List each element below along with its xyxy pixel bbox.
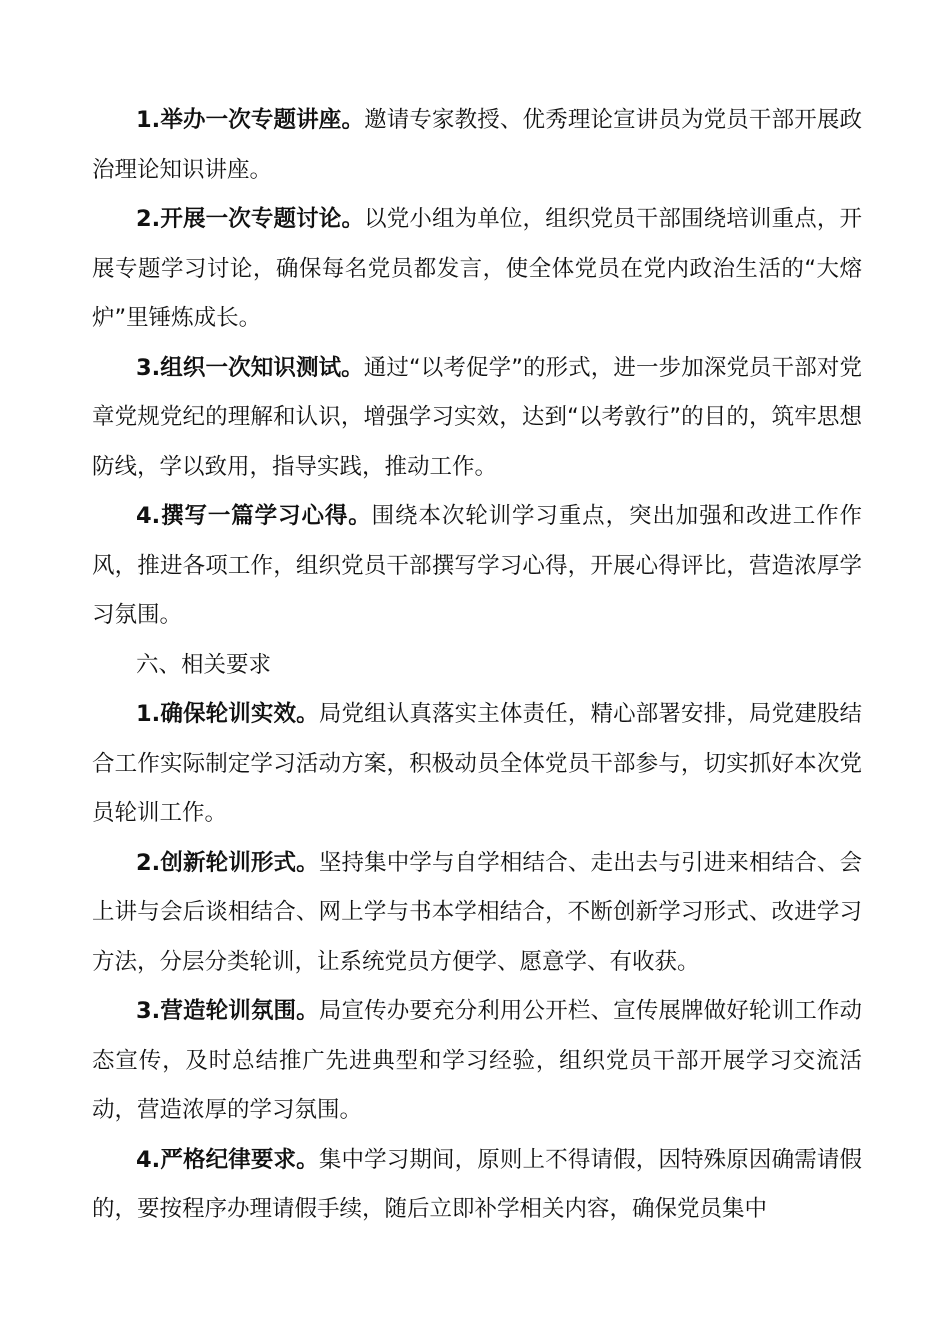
paragraph-discussion bbox=[92, 195, 862, 344]
section-heading: 六、相关要求 bbox=[136, 651, 272, 678]
paragraph-lead: 1.确保轮训实效。 bbox=[136, 701, 319, 727]
paragraph-body: 邀请专家教授、优秀理论宣讲员为党员干部开展政治理论知识讲座。 bbox=[92, 107, 862, 183]
paragraph-ensure-results bbox=[92, 690, 862, 839]
paragraph-lecture bbox=[92, 96, 862, 195]
paragraph-innovate-format bbox=[92, 839, 862, 988]
paragraph-lead: 3.营造轮训氛围。 bbox=[136, 998, 319, 1024]
paragraph-body: 以党小组为单位，组织党员干部围绕培训重点，开展专题学习讨论，确保每名党员都发言，使全体党员在党内政治生活的“大熔炉”里锤炼成长。 bbox=[92, 206, 862, 331]
paragraph-create-atmosphere bbox=[92, 987, 862, 1136]
paragraph-body: 集中学习期间，原则上不得请假，因特殊原因确需请假的，要按程序办理请假手续，随后立即补学相关内容，确保党员集中 bbox=[92, 1146, 862, 1222]
paragraph-lead: 2.创新轮训形式。 bbox=[136, 849, 319, 876]
paragraph-body: 局党组认真落实主体责任，精心部署安排，局党建股结合工作实际制定学习活动方案，积极动员全体党员干部参与，切实抓好本次党员轮训工作。 bbox=[92, 701, 862, 826]
paragraph-knowledge-test bbox=[92, 344, 862, 493]
document-page bbox=[92, 96, 862, 1235]
paragraph-study-notes bbox=[92, 492, 862, 641]
paragraph-lead: 3.组织一次知识测试。 bbox=[136, 354, 364, 381]
paragraph-lead: 2.开展一次专题讨论。 bbox=[136, 206, 365, 232]
paragraph-body: 围绕本次轮训学习重点，突出加强和改进工作作风，推进各项工作，组织党员干部撰写学习心得，开展心得评比，营造浓厚学习氛围。 bbox=[92, 503, 862, 628]
paragraph-body: 局宣传办要充分利用公开栏、宣传展牌做好轮训工作动态宣传，及时总结推广先进典型和学习经验，组织党员干部开展学习交流活动，营造浓厚的学习氛围。 bbox=[92, 998, 862, 1123]
paragraph-body: 通过“以考促学”的形式，进一步加深党员干部对党章党规党纪的理解和认识，增强学习实效，达到“以考敦行”的目的，筑牢思想防线，学以致用，指导实践，推动工作。 bbox=[92, 354, 862, 480]
paragraph-body: 坚持集中学与自学相结合、走出去与引进来相结合、会上讲与会后谈相结合、网上学与书本学相结合，不断创新学习形式、改进学习方法，分层分类轮训，让系统党员方便学、愿意学、有收获。 bbox=[92, 849, 862, 975]
paragraph-lead: 4.严格纪律要求。 bbox=[136, 1146, 319, 1173]
paragraph-lead: 4.撰写一篇学习心得。 bbox=[136, 503, 372, 529]
paragraph-lead: 1.举办一次专题讲座。 bbox=[136, 107, 365, 133]
paragraph-discipline bbox=[92, 1136, 862, 1235]
